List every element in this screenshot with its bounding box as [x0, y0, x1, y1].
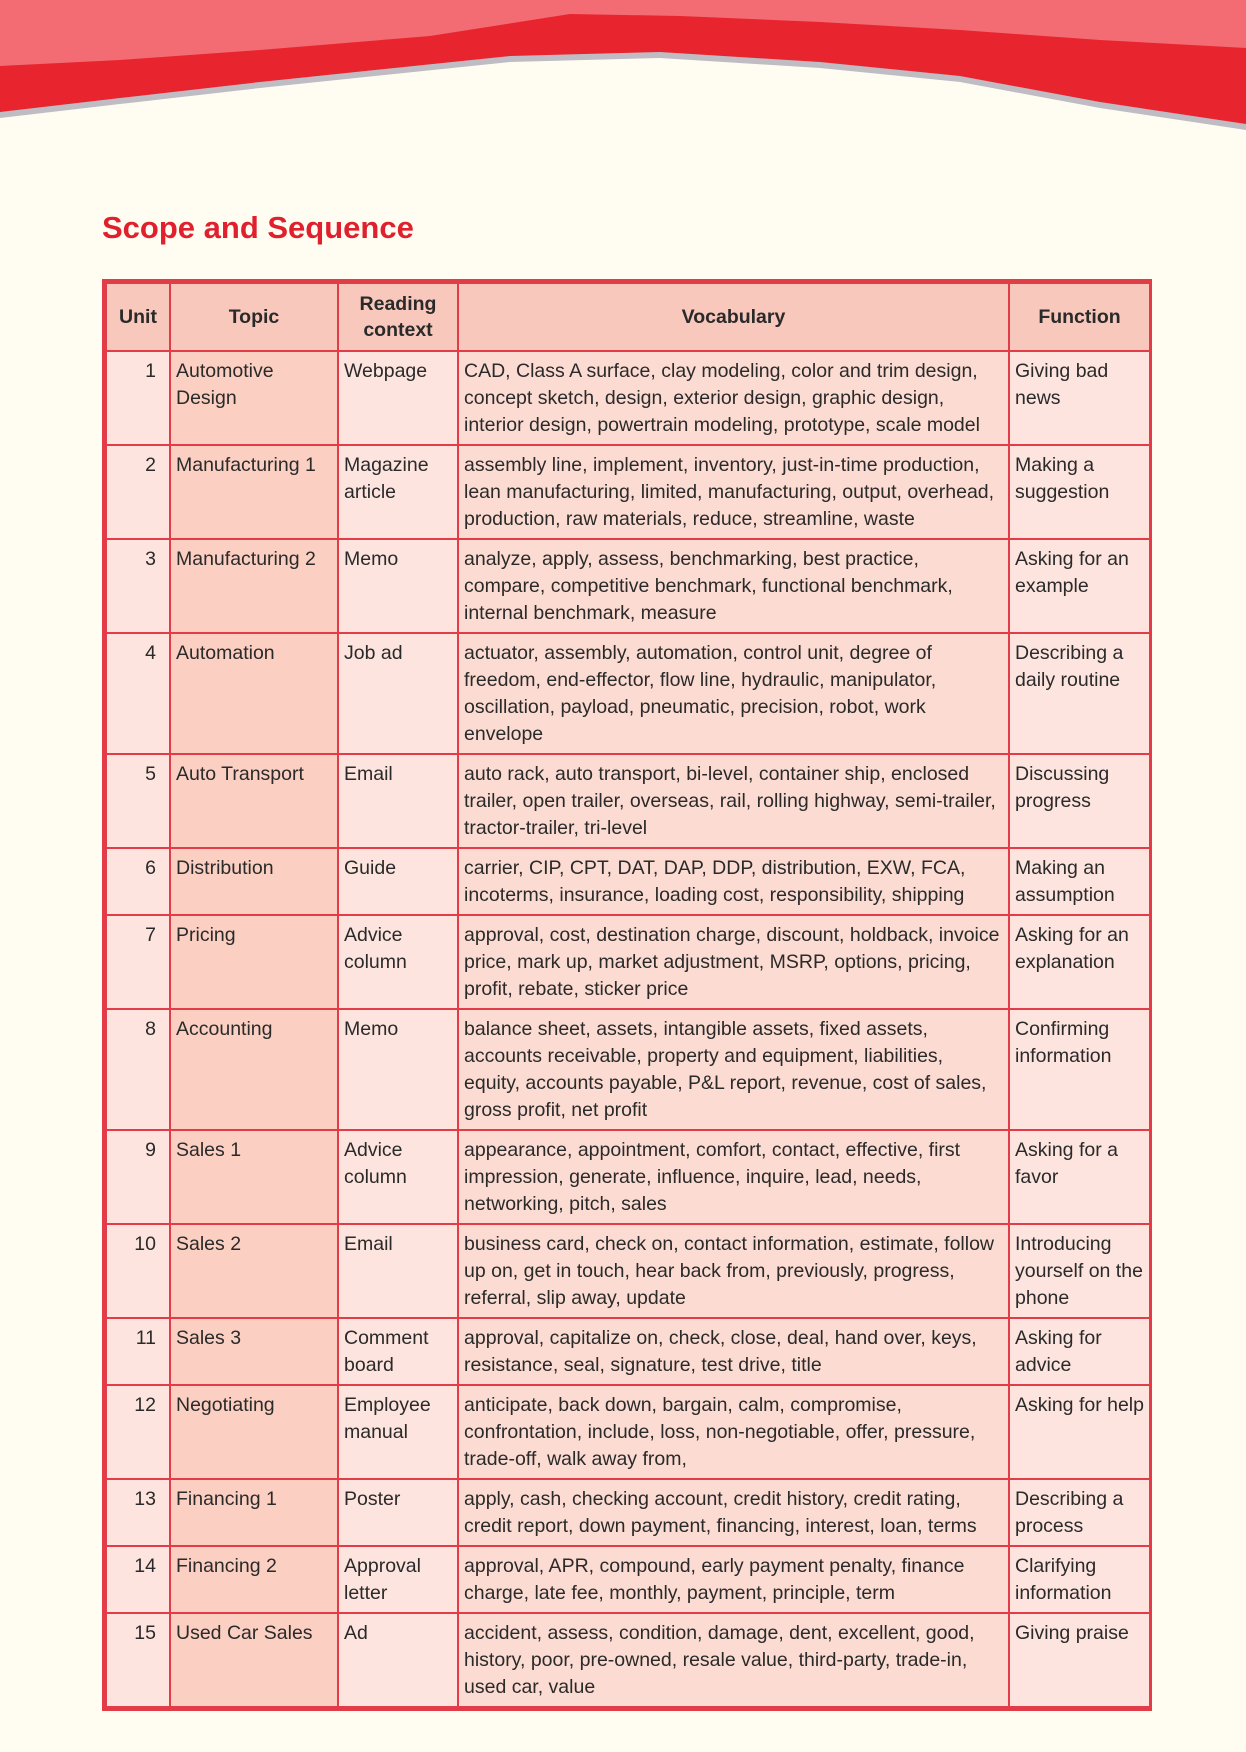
unit-cell: 2 [106, 445, 170, 539]
function-cell: Introducing yourself on the phone [1009, 1224, 1150, 1318]
table-row [106, 1224, 1150, 1318]
reading-context-cell: Comment board [338, 1318, 458, 1385]
reading-context-cell: Memo [338, 539, 458, 633]
topic-cell: Auto Transport [170, 754, 338, 848]
vocabulary-cell: analyze, apply, assess, benchmarking, best practice, compare, competitive benchmark, functional benchmark, internal benchmark, measure [458, 539, 1009, 633]
scope-sequence-table [102, 279, 1152, 1711]
unit-cell: 13 [106, 1479, 170, 1546]
unit-cell: 1 [106, 351, 170, 445]
topic-cell: Manufacturing 2 [170, 539, 338, 633]
function-cell: Making an assumption [1009, 848, 1150, 915]
table-row [106, 915, 1150, 1009]
vocabulary-cell: anticipate, back down, bargain, calm, compromise, confrontation, include, loss, non-negotiable, offer, pressure, trade-off, walk away from, [458, 1385, 1009, 1479]
function-cell: Clarifying information [1009, 1546, 1150, 1613]
function-cell: Confirming information [1009, 1009, 1150, 1130]
vocabulary-cell: assembly line, implement, inventory, just-in-time production, lean manufacturing, limited, manufacturing, output, overhead, production, raw materials, reduce, streamline, waste [458, 445, 1009, 539]
table-row [106, 1009, 1150, 1130]
table-row [106, 1130, 1150, 1224]
topic-cell: Financing 2 [170, 1546, 338, 1613]
function-cell: Giving bad news [1009, 351, 1150, 445]
header-unit: Unit [106, 283, 170, 351]
unit-cell: 5 [106, 754, 170, 848]
table-row [106, 539, 1150, 633]
function-cell: Asking for advice [1009, 1318, 1150, 1385]
header-vocabulary: Vocabulary [458, 283, 1009, 351]
function-cell: Asking for an example [1009, 539, 1150, 633]
unit-cell: 8 [106, 1009, 170, 1130]
header-topic: Topic [170, 283, 338, 351]
topic-cell: Manufacturing 1 [170, 445, 338, 539]
unit-cell: 10 [106, 1224, 170, 1318]
vocabulary-cell: apply, cash, checking account, credit history, credit rating, credit report, down payment, financing, interest, loan, terms [458, 1479, 1009, 1546]
vocabulary-cell: approval, APR, compound, early payment penalty, finance charge, late fee, monthly, payment, principle, term [458, 1546, 1009, 1613]
topic-cell: Financing 1 [170, 1479, 338, 1546]
unit-cell: 14 [106, 1546, 170, 1613]
unit-cell: 4 [106, 633, 170, 754]
reading-context-cell: Webpage [338, 351, 458, 445]
vocabulary-cell: accident, assess, condition, damage, dent, excellent, good, history, poor, pre-owned, resale value, third-party, trade-in, used car, value [458, 1613, 1009, 1707]
topic-cell: Sales 1 [170, 1130, 338, 1224]
reading-context-cell: Approval letter [338, 1546, 458, 1613]
table-row [106, 1318, 1150, 1385]
header-reading-context: Reading context [338, 283, 458, 351]
function-cell: Making a suggestion [1009, 445, 1150, 539]
header-function: Function [1009, 283, 1150, 351]
function-cell: Asking for help [1009, 1385, 1150, 1479]
function-cell: Giving praise [1009, 1613, 1150, 1707]
vocabulary-cell: approval, capitalize on, check, close, deal, hand over, keys, resistance, seal, signature, test drive, title [458, 1318, 1009, 1385]
reading-context-cell: Poster [338, 1479, 458, 1546]
topic-cell: Automation [170, 633, 338, 754]
vocabulary-cell: appearance, appointment, comfort, contact, effective, first impression, generate, influence, inquire, lead, needs, networking, pitch, sales [458, 1130, 1009, 1224]
topic-cell: Sales 2 [170, 1224, 338, 1318]
topic-cell: Accounting [170, 1009, 338, 1130]
table-row [106, 1613, 1150, 1707]
unit-cell: 6 [106, 848, 170, 915]
table-row [106, 754, 1150, 848]
table-row [106, 633, 1150, 754]
function-cell: Asking for a favor [1009, 1130, 1150, 1224]
topic-cell: Distribution [170, 848, 338, 915]
table-row [106, 445, 1150, 539]
topic-cell: Negotiating [170, 1385, 338, 1479]
table-row [106, 1479, 1150, 1546]
table-header-row [106, 283, 1150, 351]
reading-context-cell: Memo [338, 1009, 458, 1130]
reading-context-cell: Ad [338, 1613, 458, 1707]
vocabulary-cell: auto rack, auto transport, bi-level, container ship, enclosed trailer, open trailer, overseas, rail, rolling highway, semi-trailer, tractor-trailer, tri-level [458, 754, 1009, 848]
reading-context-cell: Guide [338, 848, 458, 915]
table-row [106, 351, 1150, 445]
function-cell: Discussing progress [1009, 754, 1150, 848]
reading-context-cell: Magazine article [338, 445, 458, 539]
reading-context-cell: Email [338, 754, 458, 848]
table-row [106, 1385, 1150, 1479]
unit-cell: 7 [106, 915, 170, 1009]
topic-cell: Sales 3 [170, 1318, 338, 1385]
reading-context-cell: Email [338, 1224, 458, 1318]
unit-cell: 3 [106, 539, 170, 633]
vocabulary-cell: carrier, CIP, CPT, DAT, DAP, DDP, distribution, EXW, FCA, incoterms, insurance, loading cost, responsibility, shipping [458, 848, 1009, 915]
table-row [106, 848, 1150, 915]
function-cell: Describing a process [1009, 1479, 1150, 1546]
page-title: Scope and Sequence [102, 210, 414, 245]
topic-cell: Pricing [170, 915, 338, 1009]
unit-cell: 9 [106, 1130, 170, 1224]
reading-context-cell: Job ad [338, 633, 458, 754]
reading-context-cell: Advice column [338, 1130, 458, 1224]
table-row [106, 1546, 1150, 1613]
unit-cell: 12 [106, 1385, 170, 1479]
vocabulary-cell: approval, cost, destination charge, discount, holdback, invoice price, mark up, market adjustment, MSRP, options, pricing, profit, rebate, sticker price [458, 915, 1009, 1009]
function-cell: Asking for an explanation [1009, 915, 1150, 1009]
unit-cell: 11 [106, 1318, 170, 1385]
vocabulary-cell: actuator, assembly, automation, control unit, degree of freedom, end-effector, flow line, hydraulic, manipulator, oscillation, payload, pneumatic, precision, robot, work envelope [458, 633, 1009, 754]
vocabulary-cell: CAD, Class A surface, clay modeling, color and trim design, concept sketch, design, exterior design, graphic design, interior design, powertrain modeling, prototype, scale model [458, 351, 1009, 445]
reading-context-cell: Advice column [338, 915, 458, 1009]
topic-cell: Used Car Sales [170, 1613, 338, 1707]
topic-cell: Automotive Design [170, 351, 338, 445]
vocabulary-cell: balance sheet, assets, intangible assets, fixed assets, accounts receivable, property and equipment, liabilities, equity, accounts payable, P&L report, revenue, cost of sales, gross profit, net profit [458, 1009, 1009, 1130]
vocabulary-cell: business card, check on, contact information, estimate, follow up on, get in touch, hear back from, previously, progress, referral, slip away, update [458, 1224, 1009, 1318]
unit-cell: 15 [106, 1613, 170, 1707]
function-cell: Describing a daily routine [1009, 633, 1150, 754]
header-banner [0, 0, 1246, 140]
reading-context-cell: Employee manual [338, 1385, 458, 1479]
